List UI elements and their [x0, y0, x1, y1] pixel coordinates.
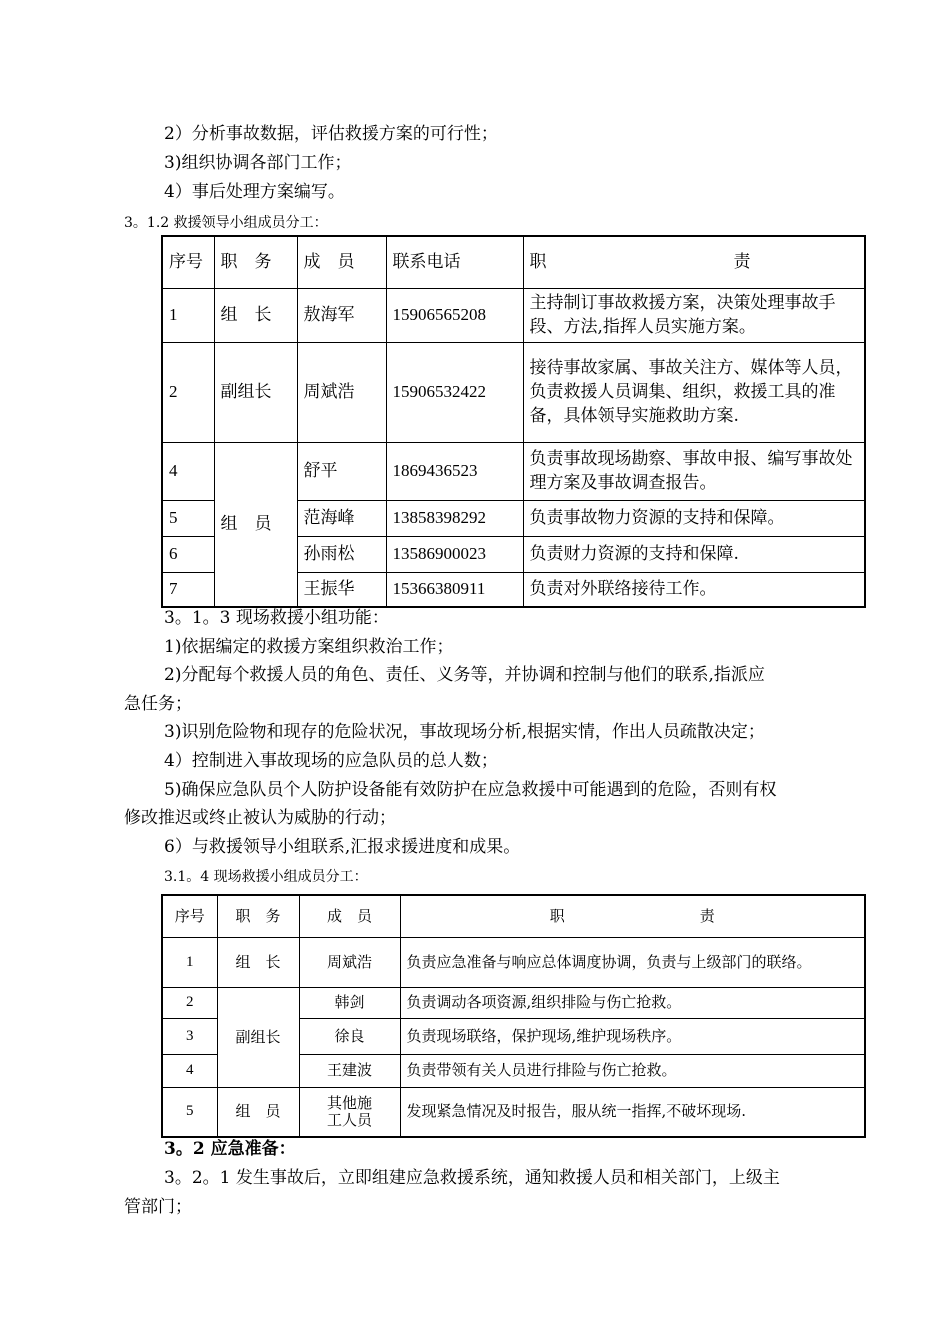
- table-row: [162, 442, 865, 500]
- row-duty: 负责财力资源的支持和保障.: [523, 536, 865, 572]
- row-phone: 1869436523: [386, 442, 523, 500]
- row-member: 王建波: [299, 1054, 400, 1087]
- leader-group-table: [161, 235, 866, 608]
- row-duty: 负责调动各项资源,组织排险与伤亡抢救。: [400, 987, 865, 1018]
- row-member: 王振华: [297, 572, 386, 607]
- row-phone: 15906532422: [386, 342, 523, 442]
- row-role: 组 长: [217, 937, 299, 987]
- table-row: [162, 1087, 865, 1137]
- header-duty: 职 责: [400, 895, 865, 937]
- row-duty: 发现紧急情况及时报告，服从统一指挥,不破坏现场.: [400, 1087, 865, 1137]
- row-duty: 负责现场联络，保护现场,维护现场秩序。: [400, 1018, 865, 1054]
- row-phone: 15906565208: [386, 288, 523, 342]
- row-no: 7: [162, 572, 214, 607]
- row-duty: 负责事故物力资源的支持和保障。: [523, 500, 865, 536]
- row-phone: 15366380911: [386, 572, 523, 607]
- site-rescue-table: [161, 894, 866, 1138]
- row-member: 韩剑: [299, 987, 400, 1018]
- func-line-3: 急任务；: [124, 694, 192, 714]
- row-duty: 负责事故现场勘察、事故申报、编写事故处理方案及事故调查报告。: [523, 442, 865, 500]
- prep-line-2: 管部门；: [124, 1197, 192, 1217]
- top-line-2: 3)组织协调各部门工作；: [164, 153, 352, 173]
- func-line-4: 3)识别危险物和现存的危险状况，事故现场分析,根据实情，作出人员疏散决定；: [164, 722, 765, 742]
- table-row: [162, 987, 865, 1018]
- row-duty: 主持制订事故救援方案，决策处理事故手段、方法,指挥人员实施方案。: [523, 288, 865, 342]
- row-role: 组 长: [214, 288, 297, 342]
- top-line-1: 2）分析事故数据，评估救援方案的可行性；: [164, 124, 498, 144]
- section-312-heading: 3。1.2 救援领导小组成员分工：: [124, 215, 328, 231]
- row-member: 范海峰: [297, 500, 386, 536]
- row-no: 2: [162, 342, 214, 442]
- func-line-5: 4）控制进入事故现场的应急队员的总人数；: [164, 751, 498, 771]
- row-no: 5: [162, 500, 214, 536]
- table-header-row: [162, 236, 865, 288]
- row-member: 徐良: [299, 1018, 400, 1054]
- row-no: 4: [162, 1054, 217, 1087]
- header-role: 职 务: [217, 895, 299, 937]
- row-member: 舒平: [297, 442, 386, 500]
- func-line-7: 修改推迟或终止被认为威胁的行动；: [124, 808, 396, 828]
- header-member: 成 员: [297, 236, 386, 288]
- row-no: 3: [162, 1018, 217, 1054]
- row-no: 1: [162, 288, 214, 342]
- row-no: 1: [162, 937, 217, 987]
- func-line-2: 2)分配每个救援人员的角色、责任、义务等，并协调和控制与他们的联系,指派应: [164, 665, 765, 685]
- row-phone: 13586900023: [386, 536, 523, 572]
- row-no: 6: [162, 536, 214, 572]
- func-line-6: 5)确保应急队员个人防护设备能有效防护在应急救援中可能遇到的危险，否则有权: [164, 780, 777, 800]
- table-row: [162, 342, 865, 442]
- row-member: 周斌浩: [297, 342, 386, 442]
- table-row: [162, 937, 865, 987]
- row-role: 副组长: [214, 342, 297, 442]
- section-32-heading: 3。2 应急准备：: [164, 1139, 296, 1159]
- row-member: 其他施工人员: [299, 1087, 400, 1137]
- row-role: 组 员: [214, 442, 297, 607]
- header-duty: 职 责: [523, 236, 865, 288]
- header-phone: 联系电话: [386, 236, 523, 288]
- section-313-heading: 3。1。3 现场救援小组功能：: [164, 608, 389, 628]
- func-line-1: 1)依据编定的救援方案组织救治工作；: [164, 637, 454, 657]
- row-phone: 13858398292: [386, 500, 523, 536]
- header-role: 职 务: [214, 236, 297, 288]
- row-member: 孙雨松: [297, 536, 386, 572]
- header-no: 序号: [162, 236, 214, 288]
- row-no: 5: [162, 1087, 217, 1137]
- row-duty: 负责带领有关人员进行排险与伤亡抢救。: [400, 1054, 865, 1087]
- header-no: 序号: [162, 895, 217, 937]
- row-member: 周斌浩: [299, 937, 400, 987]
- row-role: 组 员: [217, 1087, 299, 1137]
- section-314-heading: 3.1。4 现场救援小组成员分工：: [164, 869, 368, 885]
- row-member: 敖海军: [297, 288, 386, 342]
- row-no: 4: [162, 442, 214, 500]
- row-duty: 接待事故家属、事故关注方、媒体等人员，负责救援人员调集、组织，救援工具的准备，具体领导实施救助方案.: [523, 342, 865, 442]
- row-no: 2: [162, 987, 217, 1018]
- row-duty: 负责应急准备与响应总体调度协调，负责与上级部门的联络。: [400, 937, 865, 987]
- row-role: 副组长: [217, 987, 299, 1087]
- top-line-3: 4）事后处理方案编写。: [164, 182, 345, 202]
- prep-line-1: 3。2。1 发生事故后，立即组建应急救援系统，通知救援人员和相关部门，上级主: [164, 1168, 780, 1188]
- header-member: 成 员: [299, 895, 400, 937]
- table-row: [162, 288, 865, 342]
- row-duty: 负责对外联络接待工作。: [523, 572, 865, 607]
- table-header-row: [162, 895, 865, 937]
- func-line-8: 6）与救援领导小组联系,汇报求援进度和成果。: [164, 837, 521, 857]
